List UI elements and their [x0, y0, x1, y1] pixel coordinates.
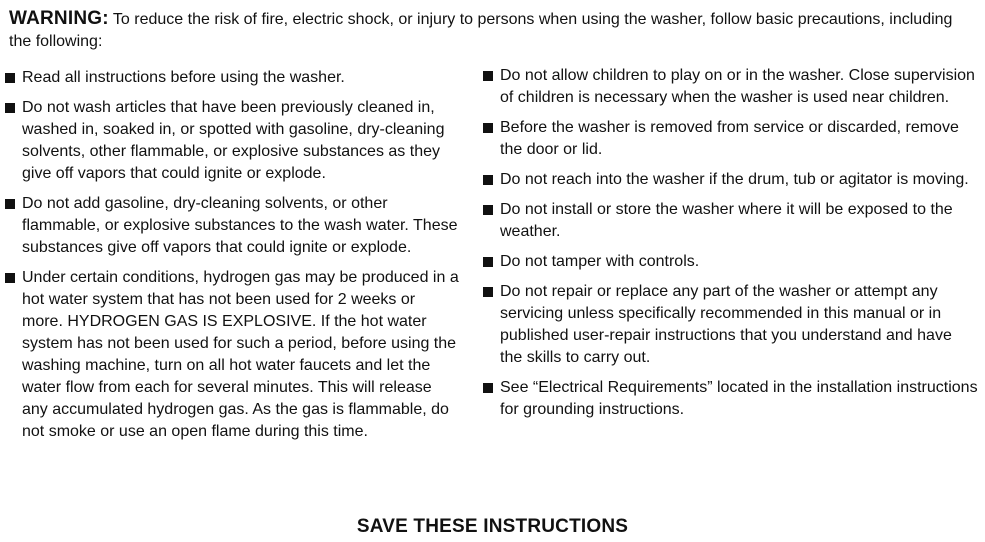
list-item-text: Do not wash articles that have been previously cleaned in, washed in, soaked in, or spotted with gasoline, dry-cleaning solvents, other flammable, or explosive substances as they give off vapors that could ignite or explode.	[22, 99, 445, 182]
warning-label: WARNING:	[9, 8, 109, 29]
precautions-right-column	[483, 65, 978, 429]
list-item-text: Do not install or store the washer where it will be exposed to the weather.	[500, 201, 953, 240]
save-instructions-heading: SAVE THESE INSTRUCTIONS	[356, 516, 629, 537]
list-item	[483, 377, 978, 421]
square-bullet-icon	[483, 257, 493, 267]
square-bullet-icon	[483, 383, 493, 393]
list-item-text: Do not reach into the washer if the drum, tub or agitator is moving.	[500, 171, 969, 188]
list-item-text: Do not add gasoline, dry-cleaning solvents, or other flammable, or explosive substances to the wash water. These substances give off vapors that could ignite or explode.	[22, 195, 458, 256]
list-item-text: Do not tamper with controls.	[500, 253, 700, 270]
list-item-text: Do not allow children to play on or in the washer. Close supervision of children is necessary when the washer is used near children.	[500, 67, 975, 106]
square-bullet-icon	[5, 73, 15, 83]
list-item-text: Under certain conditions, hydrogen gas may be produced in a hot water system that has not been used for 2 weeks or more. HYDROGEN GAS IS EXPLOSIVE. If the hot water system has not been used for such a period, before using the washing machine, turn on all hot water faucets and let the water flow from each for several minutes. This will release any accumulated hydrogen gas. As the gas is flammable, do not smoke or use an open flame during this time.	[22, 269, 459, 440]
square-bullet-icon	[5, 199, 15, 209]
list-item-text: Read all instructions before using the washer.	[22, 69, 345, 86]
list-item	[483, 169, 978, 191]
warning-intro-text: To reduce the risk of fire, electric shock, or injury to persons when using the washer, follow basic precautions, including the following:	[9, 11, 953, 50]
square-bullet-icon	[483, 205, 493, 215]
list-item-text: Do not repair or replace any part of the washer or attempt any servicing unless specifically recommended in this manual or in published user-repair instructions that you understand and have the skills to carry out.	[500, 283, 952, 366]
list-item-text: See “Electrical Requirements” located in the installation instructions for grounding instructions.	[500, 379, 978, 418]
list-item-text: Before the washer is removed from service or discarded, remove the door or lid.	[500, 119, 959, 158]
square-bullet-icon	[5, 103, 15, 113]
warning-intro	[9, 8, 969, 53]
list-item	[5, 193, 460, 259]
square-bullet-icon	[483, 123, 493, 133]
square-bullet-icon	[483, 71, 493, 81]
square-bullet-icon	[483, 287, 493, 297]
square-bullet-icon	[483, 175, 493, 185]
square-bullet-icon	[5, 273, 15, 283]
list-item	[483, 281, 978, 369]
list-item	[483, 199, 978, 243]
list-item	[5, 67, 460, 89]
list-item	[483, 65, 978, 109]
list-item	[5, 267, 460, 443]
precautions-left-column	[5, 67, 460, 451]
list-item	[483, 251, 978, 273]
list-item	[5, 97, 460, 185]
list-item	[483, 117, 978, 161]
